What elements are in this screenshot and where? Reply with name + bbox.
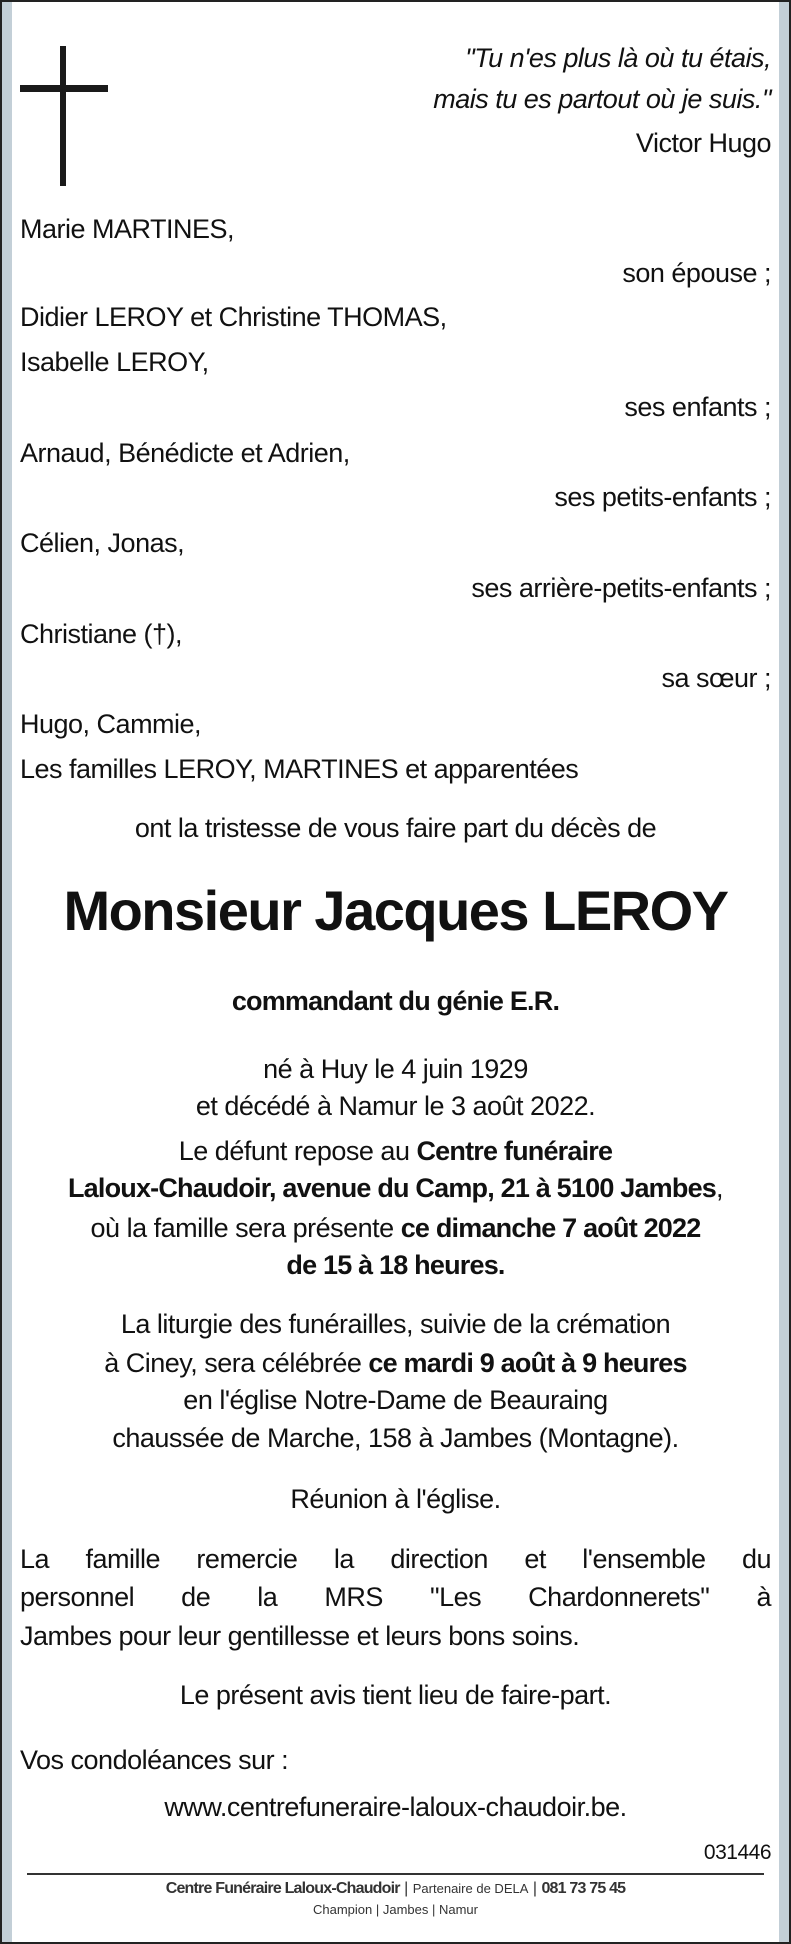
liturgy-line-3: en l'église Notre-Dame de Beauraing xyxy=(183,1385,608,1415)
family-line xyxy=(20,612,771,656)
family-line-text: sa sœur ; xyxy=(661,663,771,693)
footer-locations: Champion | Jambes | Namur xyxy=(313,1902,478,1917)
family-line-text: ses enfants ; xyxy=(624,392,771,422)
reference-number: 031446 xyxy=(703,1841,771,1864)
family-line-text: Célien, Jonas, xyxy=(20,528,185,558)
family-line-text: Marie MARTINES, xyxy=(20,214,235,244)
deceased-name: Monsieur Jacques LEROY xyxy=(63,879,728,942)
family-line xyxy=(20,475,771,519)
liturgy-line-2: à Ciney, sera célébrée ce mardi 9 août à 9 heures xyxy=(104,1348,687,1378)
deceased-title: commandant du génie E.R. xyxy=(231,986,560,1016)
rest-line-4: de 15 à 18 heures. xyxy=(286,1250,505,1280)
family-line xyxy=(20,340,771,384)
quote-line-1: "Tu n'es plus là où tu étais, xyxy=(465,43,771,73)
reunion-line: Réunion à l'église. xyxy=(290,1484,501,1514)
death-line: et décédé à Namur le 3 août 2022. xyxy=(195,1091,596,1121)
birth-line: né à Huy le 4 juin 1929 xyxy=(263,1054,528,1084)
family-line-text: son épouse ; xyxy=(622,258,771,288)
family-line-text: Didier LEROY et Christine THOMAS, xyxy=(20,302,447,332)
announcement: ont la tristesse de vous faire part du décès de xyxy=(134,813,657,843)
thanks-line-3: Jambes pour leur gentillesse et leurs bons soins. xyxy=(20,1621,580,1651)
thanks-line-1: La famille remercie la direction et l'ensemble du xyxy=(20,1544,771,1574)
family-line xyxy=(20,702,771,746)
liturgy-line-4: chaussée de Marche, 158 à Jambes (Montagne). xyxy=(112,1423,679,1453)
family-line-text: Hugo, Cammie, xyxy=(20,709,202,739)
family-line xyxy=(20,747,771,791)
thanks-line-2: personnel de la MRS "Les Chardonnerets" à xyxy=(20,1582,771,1612)
partner-text: Partenaire de DELA xyxy=(412,1881,529,1896)
rest-line-1: Le défunt repose au Centre funéraire xyxy=(178,1136,613,1166)
notice-line: Le présent avis tient lieu de faire-part. xyxy=(179,1680,612,1710)
footer-main: Centre Funéraire Laloux-Chaudoir | Partenaire de DELA | 081 73 75 45 xyxy=(165,1880,626,1897)
family-line-text: Les familles LEROY, MARTINES et apparentées xyxy=(20,754,579,784)
family-line xyxy=(20,251,771,295)
quote-author: Victor Hugo xyxy=(635,128,771,158)
quote-line-2: mais tu es partout où je suis." xyxy=(433,84,771,114)
family-line xyxy=(20,521,771,565)
liturgy-line-1: La liturgie des funérailles, suivie de la crémation xyxy=(120,1309,671,1339)
family-line-text: Arnaud, Bénédicte et Adrien, xyxy=(20,438,350,468)
website-link[interactable]: www.centrefuneraire-laloux-chaudoir.be. xyxy=(164,1792,627,1822)
family-line-text: Isabelle LEROY, xyxy=(20,347,209,377)
family-line xyxy=(20,566,771,610)
rest-line-3: où la famille sera présente ce dimanche 7 août 2022 xyxy=(90,1213,701,1243)
family-line xyxy=(20,207,771,251)
rest-line-2: Laloux-Chaudoir, avenue du Camp, 21 à 5100 Jambes, xyxy=(67,1173,724,1203)
condolences-label: Vos condoléances sur : xyxy=(20,1745,289,1775)
family-line-text: Christiane (†), xyxy=(20,619,183,649)
family-line xyxy=(20,431,771,475)
family-line-text: ses petits-enfants ; xyxy=(554,482,771,512)
family-line xyxy=(20,656,771,700)
family-line xyxy=(20,385,771,429)
phone-number: 081 73 75 45 xyxy=(541,1880,626,1897)
funeral-home-name: Centre Funéraire Laloux-Chaudoir xyxy=(165,1880,400,1897)
family-line-text: ses arrière-petits-enfants ; xyxy=(471,573,771,603)
footer-divider xyxy=(27,1873,764,1875)
family-line xyxy=(20,295,771,339)
